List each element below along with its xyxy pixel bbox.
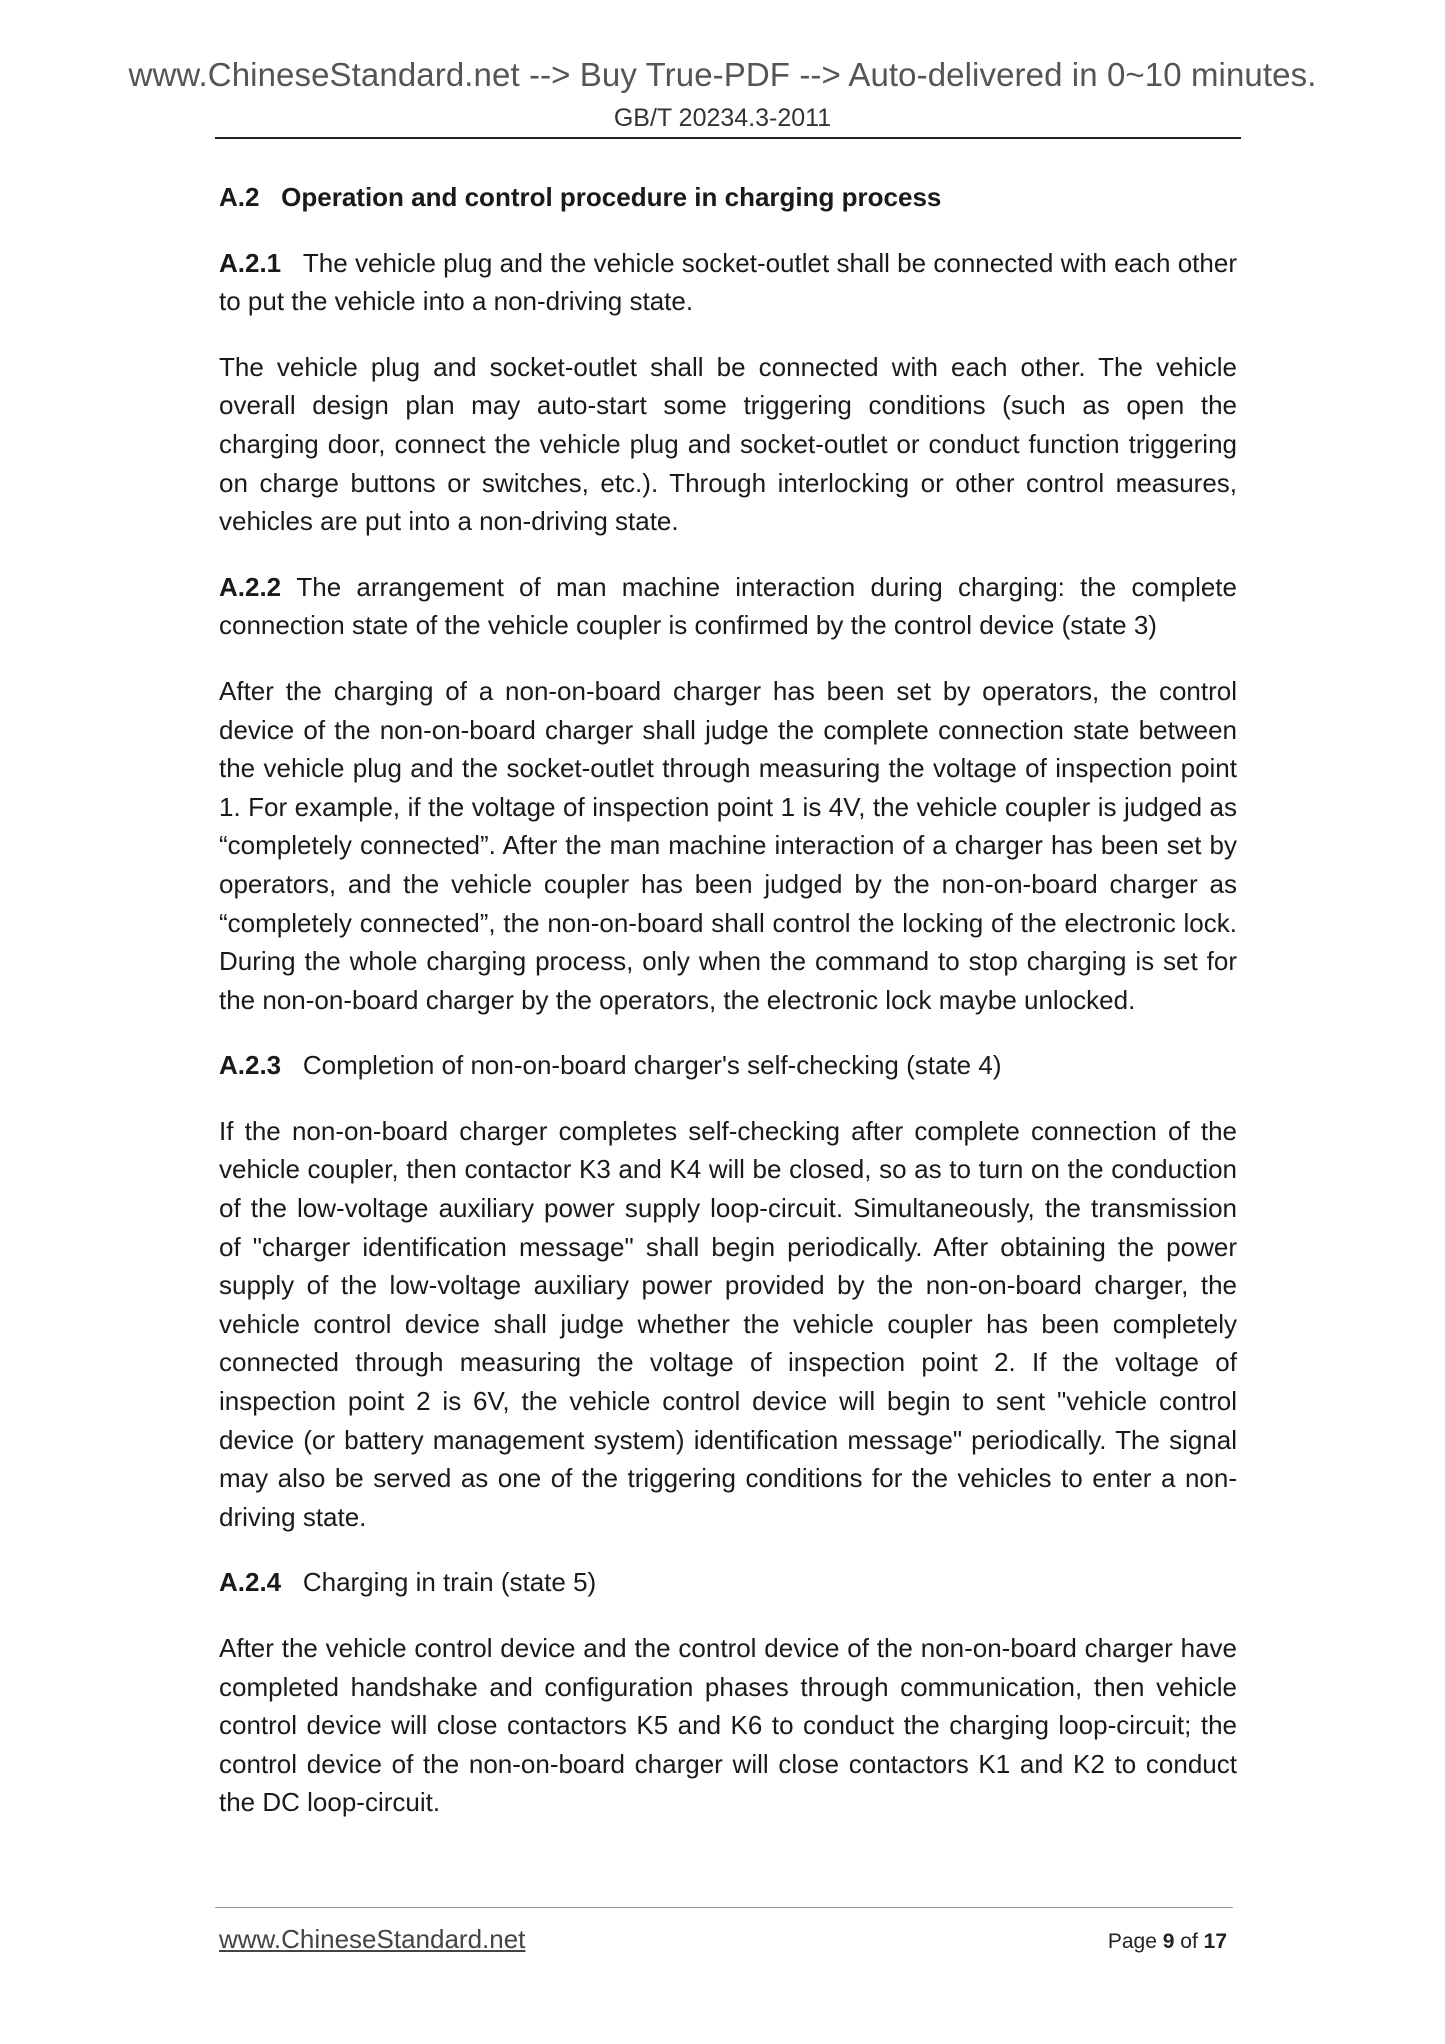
section-number: A.2	[219, 182, 260, 212]
footer-divider	[215, 1907, 1233, 1908]
clause-title: The arrangement of man machine interaction during charging: the complete connection state of the vehicle coupler is confirmed by the control device (state 3)	[219, 571, 1237, 641]
page-of: of	[1180, 1930, 1198, 1953]
page-current: 9	[1162, 1930, 1175, 1953]
clause-number: A.2.1	[219, 247, 282, 278]
section-title: Operation and control procedure in charging process	[281, 182, 942, 212]
clause-a22-heading	[219, 568, 1237, 645]
clause-a22-body: After the charging of a non-on-board charger has been set by operators, the control device of the non-on-board charger shall judge the complete connection state between the vehicle plug and the socket-outlet through measuring the voltage of inspection point 1. For example, if the voltage of inspection point 1 is 4V, the vehicle coupler is judged as “completely connected”. After the man machine interaction of a charger has been set by operators, and the vehicle coupler has been judged by the non-on-board charger as “completely connected”, the non-on-board shall control the locking of the electronic lock. During the whole charging process, only when the command to stop charging is set for the non-on-board charger by the operators, the electronic lock maybe unlocked.	[219, 675, 1237, 1015]
page-indicator	[1108, 1930, 1227, 1954]
clause-a24-heading	[219, 1563, 1237, 1602]
page-total: 17	[1203, 1930, 1227, 1953]
document-body	[219, 178, 1237, 1849]
header-divider	[215, 137, 1241, 139]
section-heading	[219, 178, 1237, 217]
clause-number: A.2.3	[219, 1050, 282, 1081]
clause-a24-body: After the vehicle control device and the control device of the non-on-board charger have completed handshake and configuration phases through communication, then vehicle control device will close contactors K5 and K6 to conduct the charging loop-circuit; the control device of the non-on-board charger will close contactors K1 and K2 to conduct the DC loop-circuit.	[219, 1633, 1237, 1818]
clause-a21-body: The vehicle plug and socket-outlet shall be connected with each other. The vehicle overall design plan may auto-start some triggering conditions (such as open the charging door, connect the vehicle plug and socket-outlet or conduct function triggering on charge buttons or switches, etc.). Through interlocking or other control measures, vehicles are put into a non-driving state.	[219, 351, 1237, 537]
clause-a23-heading	[219, 1046, 1237, 1085]
clause-number: A.2.4	[219, 1567, 282, 1598]
clause-title: Completion of non-on-board charger's self-checking (state 4)	[302, 1050, 1002, 1081]
document-code: GB/T 20234.3-2011	[613, 104, 832, 132]
clause-a23-body: If the non-on-board charger completes self-checking after complete connection of the vehicle coupler, then contactor K3 and K4 will be closed, so as to turn on the conduction of the low-voltage auxiliary power supply loop-circuit. Simultaneously, the transmission of "charger identification message" shall begin periodically. After obtaining the power supply of the low-voltage auxiliary power provided by the non-on-board charger, the vehicle control device shall judge whether the vehicle coupler has been completely connected through measuring the voltage of inspection point 2. If the voltage of inspection point 2 is 6V, the vehicle control device will begin to sent "vehicle control device (or battery management system) identification message" periodically. The signal may also be served as one of the triggering conditions for the vehicles to enter a non-driving state.	[219, 1115, 1237, 1532]
clause-a21-heading	[219, 244, 1237, 321]
page-prefix: Page	[1107, 1930, 1157, 1953]
clause-number: A.2.2	[219, 571, 282, 602]
promo-banner: www.ChineseStandard.net --> Buy True-PDF --> Auto-delivered in 0~10 minutes.	[128, 56, 1317, 93]
clause-title: The vehicle plug and the vehicle socket-outlet shall be connected with each other to put the vehicle into a non-driving state.	[219, 247, 1237, 317]
footer-site-link[interactable]: www.ChineseStandard.net	[219, 1924, 526, 1954]
clause-title: Charging in train (state 5)	[302, 1567, 597, 1598]
